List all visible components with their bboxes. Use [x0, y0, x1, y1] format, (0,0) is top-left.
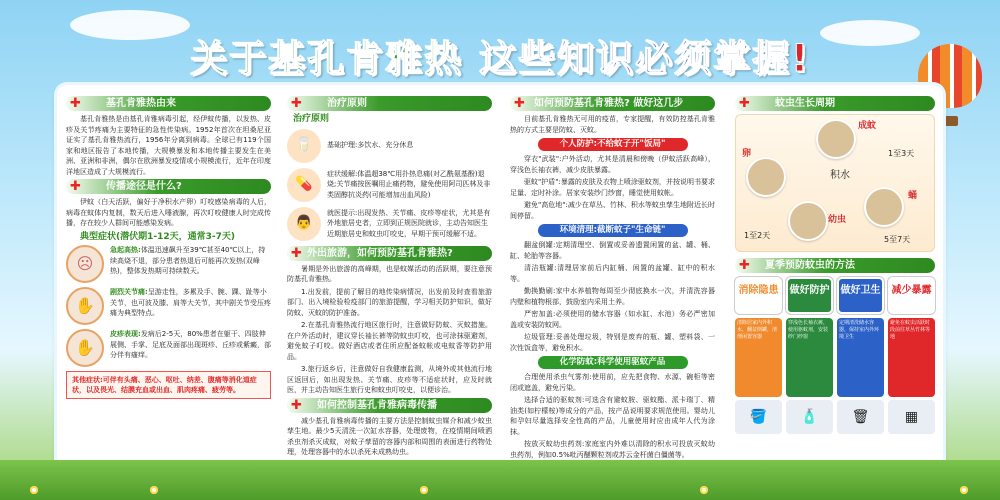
method-label: 消除隐患 — [735, 277, 782, 314]
red-cross-icon: ✚ — [739, 96, 750, 111]
column-treatment — [287, 96, 492, 460]
travel-step-1: 1.出发前，提前了解目的地传染病情况，出发前及时查看旅游部门、出入境检验检疫部门的旅游提醒，学习相关防护知识，做好防蚊、灭蚊的防护准备。 — [287, 287, 492, 317]
spray-icon: 🧴 — [786, 400, 833, 434]
symptom-joint-pain: ✋ 剧烈关节痛:呈游走性，多累及手、腕、踝、趾等小关节，也可波及膝、肩等大关节，其中剧关节受压疼痛为典型特点。 — [66, 287, 271, 325]
title-exclaim: ! — [791, 37, 810, 80]
env-clean-jars: 清洁瓶罐:清理居家前后内缸桶、闲置的盆罐、缸中的积水等。 — [510, 264, 715, 283]
stage-egg: 卵 — [742, 149, 752, 159]
flower-icon — [420, 486, 428, 494]
method-text: 穿浅色长袖衣裤，使用驱蚊剂，安装纱门纱窗 — [786, 318, 833, 397]
title-part1: 关于基孔肯雅热 — [190, 37, 464, 80]
pill-personal-protection: 个人防护:不给蚊子开"饭局" — [538, 138, 688, 151]
travel-step-2: 2.在基孔肯雅热流行地区旅行时，注意做好防蚊、灭蚊措施。在户外活动时，建议穿长袖长裤等防蚊虫叮咬，也可涂抹驱避剂，避免蚊子叮咬。做好酒店或者住所应配备蚊帐或电蚊香等防护用品。 — [287, 321, 492, 361]
method-label: 减少暴露 — [888, 277, 935, 314]
treatment-basic: 🥛 基础护理:多饮水、充分休息 — [287, 129, 492, 163]
section-header: ✚ 治疗原则 — [287, 96, 492, 111]
protect-clothing: 穿衣"武装":户外活动，尤其是清晨和傍晚（伊蚊活跃高峰），穿浅色长袖衣裤，减少皮肤暴露。 — [510, 155, 715, 174]
duration-3: 5至7天 — [884, 235, 911, 244]
red-cross-icon: ✚ — [739, 258, 750, 273]
control-text: 减少基孔肯雅病毒传播的主要方法是控制蚊虫媒介和减少蚊虫孳生地。最少5天清洗一次缸水容器，处理废物，在疫情期间喷洒杀虫剂杀灭成蚊，对蚊子孳留的容器内部和周围的表面进行药物处理，处理容器中的水以杀死未成熟幼虫。 — [287, 416, 492, 456]
flower-icon — [960, 486, 968, 494]
duration-1: 1至3天 — [888, 149, 915, 158]
pupa-image — [864, 187, 904, 227]
column-origin — [66, 96, 271, 399]
env-garbage: 垃圾管理:妥善处理垃圾，特别是废弃的瓶、罐、塑料袋、一次性饭盒等，避免积水。 — [510, 333, 715, 352]
pill-environment: 环境清理:截断蚊子"生命链" — [538, 224, 688, 237]
stage-pupa: 蛹 — [908, 191, 918, 201]
trash-can-icon: 🗑 — [837, 400, 884, 434]
duration-2: 1至2天 — [744, 231, 771, 240]
section-header: ✚ 如何预防基孔肯雅热? 做好这几步 — [510, 96, 715, 111]
red-cross-icon: ✚ — [291, 245, 302, 261]
doctor-icon: 👨 — [287, 207, 321, 241]
adult-mosquito-image — [816, 119, 856, 159]
red-cross-icon: ✚ — [514, 96, 525, 111]
bucket-icon: 🪣 — [735, 400, 782, 434]
symptom-fever: ☹ 急起高热:体温迅速飙升至39℃甚至40℃以上，持续高烧不退，部分患者热退后可能再次发热(双峰热)，整体发热期可持续数天。 — [66, 245, 271, 283]
section-header: ✚ 夏季预防蚊虫的方法 — [735, 258, 935, 273]
fever-icon: ☹ — [66, 245, 104, 283]
section-header: ✚ 传播途径是什么? — [66, 179, 271, 194]
red-cross-icon: ✚ — [70, 179, 81, 194]
title-part2: 这些知识必须掌握 — [479, 37, 792, 80]
red-cross-icon: ✚ — [291, 96, 302, 111]
egg-image — [746, 157, 786, 197]
water-glass-icon: 🥛 — [287, 129, 321, 163]
pill-chemical: 化学防蚊:科学使用驱蚊产品 — [538, 356, 688, 369]
flower-icon — [30, 486, 38, 494]
stage-adult: 成蚊 — [858, 121, 877, 131]
medicine-icon: 💊 — [287, 168, 321, 202]
env-empty-containers: 翻盆倒罐:定期清理空、倒置或妥善遗置闲置的盆、罐、桶、缸、轮胎等容器。 — [510, 241, 715, 260]
section-header: ✚ 外出旅游，如何预防基孔肯雅热? — [287, 246, 492, 261]
method-card — [786, 277, 833, 434]
section-header: ✚ 基孔肯雅热由来 — [66, 96, 271, 111]
symptom-rash: ✋ 皮疹表现:发病后2-5天，80%患者在躯干、四肢伸展侧、手掌、足底及面部出现斑疹、丘疹或紫癜，部分伴有瘙痒。 — [66, 329, 271, 367]
travel-step-3: 3.旅行返乡后，注意做好自我健康监测，从境外或其他流行地区返回后，如出现发热、关节痛、皮疹等不适症状时，应及时就医，并主动告知医生旅行史和蚊虫叮咬史，以便诊治。 — [287, 365, 492, 394]
grass-ground — [0, 460, 1000, 500]
method-card — [888, 277, 935, 434]
transmission-text: 伊蚊（白天活跃，偏好于净积水产卵）叮咬感染病毒的人后，病毒在蚊体内复制，数天后进入唾液腺，再次叮咬健康人时完成传播，存在较少人群间可能感染发病。 — [66, 198, 271, 227]
method-text: 清除居家内外积水，翻盆倒罐，清理闲置容器 — [735, 318, 782, 397]
chem-larvicide: 按放灭蚊幼虫药剂:家庭室内外难以清除的积水可投放灭蚊幼虫药剂，例如0.5%吡丙醚颗粒剂或苏云金杆菌白僵菌等。 — [510, 440, 715, 459]
chem-spray: 合理使用杀虫气雾剂:使用前，应先把食物、水源、碗柜等密闭或遮盖，避免污染。 — [510, 373, 715, 392]
method-label: 做好防护 — [786, 277, 833, 314]
treatment-subtitle: 治疗原则 — [293, 114, 330, 124]
travel-intro: 暑期是外出旅游的高峰期，也是蚊媒活动的活跃期，要注意预防基孔肯雅热。 — [287, 264, 492, 283]
flower-icon — [150, 486, 158, 494]
other-symptoms-box: 其他症状:可伴有头痛、恶心、呕吐、纳差、腹痛等消化道症状，以及畏光、结膜充血或出血、肌肉疼痛、疲劳等。 — [66, 371, 271, 399]
env-cover: 严密加盖:必须使用的储水容器（如水缸、水池）务必严密加盖或安装防蚊网。 — [510, 310, 715, 329]
larva-image — [788, 201, 828, 241]
prevention-methods — [735, 277, 935, 434]
treatment-visit: 👨 就医提示:出现发热、关节痛、皮疹等症状，尤其是有外地旅居史者，立即到正规医院就诊，主动告知医生近期旅居史和蚊虫叮咬史，早期干预可缓解不适。 — [287, 207, 492, 241]
origin-text: 基孔肯雅热是由基孔肯雅病毒引起，经伊蚊传播，以发热、皮疹及关节疼痛为主要特征的急性传染病。1952年首次在坦桑尼亚证实了基孔肯雅热流行，1956年分离到病毒。全球已有119个国家和地区报告了本地传播，大规模暴发和本地传播主要发生在美洲、亚洲和非洲，偶尔在欧洲暴发疫情或小规模流行，近年在印度洋地区造成了大规模流行。 — [66, 115, 271, 176]
env-change-water: 勤换勤刷:家中水养植物每周至少彻底换水一次，并清洗容器内壁和植物根部，鼓励室内采用土养。 — [510, 287, 715, 306]
chem-repellent: 选择合适的驱蚊剂:可选含有避蚊胺、驱蚊酯、派卡瑞丁、精油类(如柠檬桉)等成分的产品，按产品说明要求规范使用。婴幼儿和孕妇尽量选择安全性高的产品，儿童使用时应由成年人代为涂抹。 — [510, 396, 715, 436]
column-prevention — [510, 96, 715, 462]
water-label: 积水 — [830, 170, 850, 181]
method-text: 避免在蚊虫活跃时段前往草丛竹林等地 — [888, 318, 935, 397]
protect-repellent: 驱蚊"护盾":暴露的皮肤及衣物上喷涂驱蚊剂，并按说明书要求足量、定时补涂。居家安装纱门纱窗，睡觉使用蚊帐。 — [510, 178, 715, 197]
section-header: ✚ 蚊虫生长周期 — [735, 96, 935, 111]
joint-pain-icon: ✋ — [66, 287, 104, 325]
stage-larva: 幼虫 — [828, 215, 847, 225]
red-cross-icon: ✚ — [70, 96, 81, 111]
method-card — [735, 277, 782, 434]
section-header: ✚ 如何控制基孔肯雅病毒传播 — [287, 398, 492, 413]
method-card — [837, 277, 884, 434]
window-screen-icon: ▦ — [888, 400, 935, 434]
page-title — [0, 28, 1000, 82]
method-label: 做好卫生 — [837, 277, 884, 314]
symptom-subtitle: 典型症状(潜伏期1-12天，通常3-7天) — [80, 231, 236, 242]
lifecycle-diagram — [735, 114, 935, 252]
rash-icon: ✋ — [66, 329, 104, 367]
red-cross-icon: ✚ — [291, 397, 302, 413]
protect-avoid: 避免"高危地":减少在草丛、竹林、积水等蚊虫孳生地附近长时间停留。 — [510, 201, 715, 220]
method-text: 定期清洗储水容器，保持室内外环境卫生 — [837, 318, 884, 397]
flower-icon — [700, 486, 708, 494]
column-lifecycle — [735, 96, 935, 434]
treatment-relief: 💊 症状缓解:体温超38℃用扑热息痛(对乙酰氨基酚)退烧;关节痛按医嘱用止痛药物，避免使用阿司匹林及非类固醇抗炎药(可能增加出血风险) — [287, 168, 492, 202]
prevention-intro: 目前基孔肯雅热无可用的疫苗，专家提醒，有效防控基孔肯雅热的方式主要是防蚊、灭蚊。 — [510, 115, 715, 134]
